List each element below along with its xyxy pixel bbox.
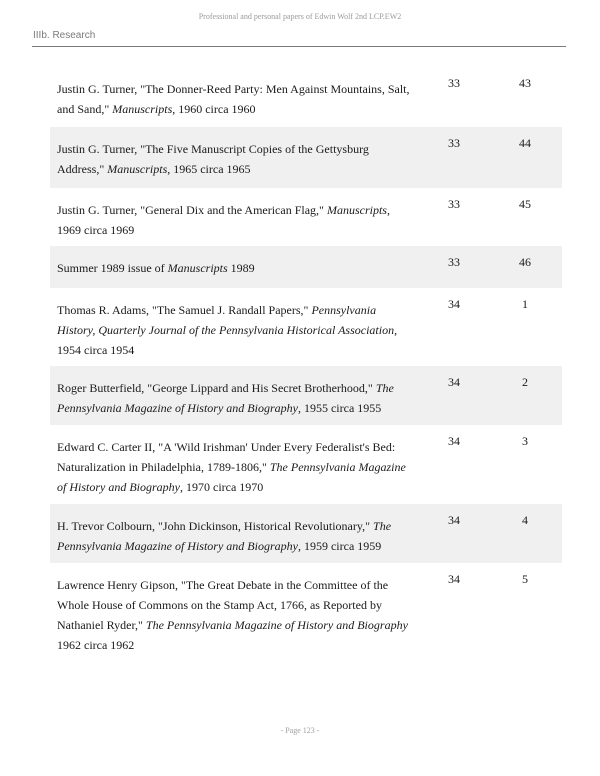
citation-text: , 1969 circa 1969	[57, 203, 390, 237]
box-number: 33	[448, 136, 460, 150]
item-description	[57, 200, 412, 240]
citation-text: Justin G. Turner, "The Five Manuscript Copies of the Gettysburg Address,"	[57, 142, 369, 176]
folder-number: 45	[519, 197, 531, 211]
citation-text: , 1954 circa 1954	[57, 323, 398, 357]
citation-text: Thomas R. Adams, "The Samuel J. Randall Papers,"	[57, 303, 312, 317]
box-number: 34	[448, 513, 460, 527]
citation-text: Lawrence Henry Gipson, "The Great Debate in the Committee of the Whole House of Commons on the Stamp Act, 1766, as Reported by Nathaniel Ryder,"	[57, 578, 389, 632]
table-row	[50, 563, 562, 663]
folder-number: 2	[522, 375, 528, 389]
item-description	[57, 258, 412, 278]
folder-number: 1	[522, 297, 528, 311]
table-row	[50, 67, 562, 127]
box-number: 34	[448, 434, 460, 448]
citation-text: Roger Butterfield, "George Lippard and His Secret Brotherhood,"	[57, 381, 376, 395]
table-row	[50, 366, 562, 425]
item-description	[57, 516, 412, 556]
box-number: 34	[448, 572, 460, 586]
table-row	[50, 246, 562, 288]
citation-text: Justin G. Turner, "The Donner-Reed Party: Men Against Mountains, Salt, and Sand,"	[57, 82, 410, 116]
publication-title: The Pennsylvania Magazine of History and Biography	[145, 618, 408, 632]
box-number: 34	[448, 375, 460, 389]
item-description	[57, 79, 412, 119]
table-row	[50, 188, 562, 246]
item-description	[57, 437, 412, 497]
folder-number: 44	[519, 136, 531, 150]
folder-number: 5	[522, 572, 528, 586]
folder-number: 46	[519, 255, 531, 269]
box-number: 33	[448, 197, 460, 211]
table-row	[50, 425, 562, 504]
publication-title: Pennsylvania History, Quarterly Journal of the Pennsylvania Historical Association	[57, 303, 395, 337]
table-row	[50, 504, 562, 563]
citation-text: Edward C. Carter II, "A 'Wild Irishman' Under Every Federalist's Bed: Naturalization in Philadelphia, 1789-1806,"	[57, 440, 396, 474]
box-number: 34	[448, 297, 460, 311]
box-number: 33	[448, 255, 460, 269]
citation-text: , 1970 circa 1970	[180, 480, 264, 494]
citation-text: Justin G. Turner, "General Dix and the American Flag,"	[57, 203, 327, 217]
item-description	[57, 139, 412, 179]
running-head: Professional and personal papers of Edwin Wolf 2nd LCP.EW2	[198, 12, 402, 21]
citation-text: 1962 circa 1962	[57, 638, 135, 652]
folder-number: 43	[519, 76, 531, 90]
citation-text: , 1959 circa 1959	[297, 539, 382, 553]
box-number: 33	[448, 76, 460, 90]
citation-text: Summer 1989 issue of	[57, 261, 168, 275]
citation-text: H. Trevor Colbourn, "John Dickinson, Historical Revolutionary,"	[57, 519, 374, 533]
folder-number: 4	[522, 513, 528, 527]
publication-title: The Pennsylvania Magazine of History and Biography	[57, 460, 406, 494]
citation-text: , 1960 circa 1960	[172, 102, 256, 116]
section-title: IIIb. Research	[33, 30, 96, 41]
folder-number: 3	[522, 434, 528, 448]
citation-text: , 1955 circa 1955	[297, 401, 382, 415]
publication-title: Manuscripts	[107, 162, 168, 176]
item-description	[57, 575, 412, 655]
publication-title: Manuscripts	[167, 261, 228, 275]
publication-title: The Pennsylvania Magazine of History and Biography	[57, 381, 394, 415]
finding-aid-table	[50, 67, 562, 663]
publication-title: Manuscripts	[326, 203, 387, 217]
item-description	[57, 378, 412, 418]
header-rule	[32, 46, 566, 47]
table-row	[50, 127, 562, 188]
item-description	[57, 300, 412, 360]
citation-text: 1989	[227, 261, 255, 275]
table-row	[50, 288, 562, 366]
page-number: - Page 123 -	[280, 726, 320, 735]
publication-title: The Pennsylvania Magazine of History and Biography	[57, 519, 392, 553]
publication-title: Manuscripts	[112, 102, 173, 116]
citation-text: , 1965 circa 1965	[167, 162, 251, 176]
